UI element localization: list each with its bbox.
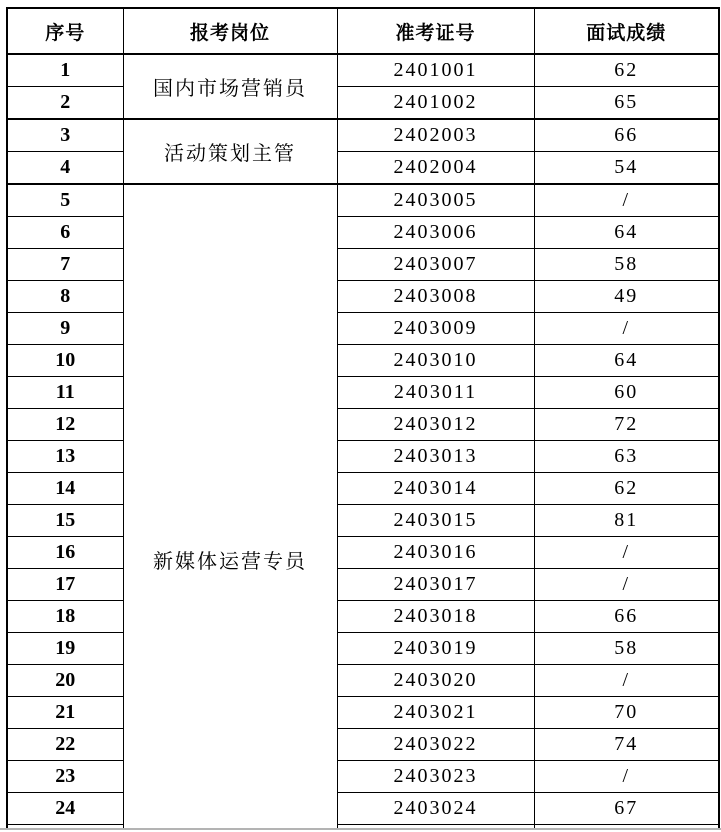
ticket-cell: 2403017 <box>337 569 534 601</box>
table-row <box>7 281 719 313</box>
score-cell: 72 <box>534 409 719 441</box>
index-cell: 11 <box>7 377 123 409</box>
score-cell: / <box>534 537 719 569</box>
score-cell: 62 <box>534 54 719 87</box>
index-cell: 7 <box>7 249 123 281</box>
table-clip-region <box>6 7 720 829</box>
index-cell: 19 <box>7 633 123 665</box>
ticket-cell: 2403023 <box>337 761 534 793</box>
ticket-cell: 2403005 <box>337 184 534 217</box>
score-cell: / <box>534 761 719 793</box>
score-cell: 66 <box>534 601 719 633</box>
index-cell: 15 <box>7 505 123 537</box>
ticket-cell: 2403019 <box>337 633 534 665</box>
table-row <box>7 313 719 345</box>
table-row <box>7 665 719 697</box>
ticket-cell: 2403010 <box>337 345 534 377</box>
ticket-cell: 2403008 <box>337 281 534 313</box>
table-row <box>7 761 719 793</box>
index-cell: 8 <box>7 281 123 313</box>
index-cell: 12 <box>7 409 123 441</box>
table-row <box>7 152 719 185</box>
score-cell: 64 <box>534 217 719 249</box>
score-cell: / <box>534 184 719 217</box>
col-header-ticket: 准考证号 <box>337 8 534 54</box>
table-row <box>7 729 719 761</box>
ticket-cell: 2402003 <box>337 119 534 152</box>
header-row <box>7 8 719 54</box>
ticket-cell: 2401002 <box>337 87 534 120</box>
index-cell: 5 <box>7 184 123 217</box>
score-cell: 63 <box>534 441 719 473</box>
table-row <box>7 601 719 633</box>
score-cell: / <box>534 665 719 697</box>
table-row <box>7 119 719 152</box>
score-cell: 62 <box>534 473 719 505</box>
index-cell: 16 <box>7 537 123 569</box>
ticket-cell: 2403020 <box>337 665 534 697</box>
table-row <box>7 409 719 441</box>
index-cell: 1 <box>7 54 123 87</box>
index-cell: 2 <box>7 87 123 120</box>
index-cell: 6 <box>7 217 123 249</box>
index-cell: 18 <box>7 601 123 633</box>
ticket-cell: 2403007 <box>337 249 534 281</box>
position-cell: 新媒体运营专员 <box>123 184 337 829</box>
ticket-cell: 2403011 <box>337 377 534 409</box>
table-row <box>7 249 719 281</box>
index-cell: 24 <box>7 793 123 825</box>
ticket-cell: 2403016 <box>337 537 534 569</box>
ticket-cell: 2403021 <box>337 697 534 729</box>
index-cell: 20 <box>7 665 123 697</box>
table-row <box>7 345 719 377</box>
ticket-cell: 2403013 <box>337 441 534 473</box>
score-cell: 74 <box>534 729 719 761</box>
page-bottom-edge <box>0 828 721 830</box>
table-row <box>7 54 719 87</box>
table-row <box>7 473 719 505</box>
ticket-cell: 2403014 <box>337 473 534 505</box>
score-cell: 64 <box>534 345 719 377</box>
ticket-cell: 2403024 <box>337 793 534 825</box>
col-header-position: 报考岗位 <box>123 8 337 54</box>
interview-score-table <box>6 7 720 829</box>
index-cell: 17 <box>7 569 123 601</box>
index-cell: 23 <box>7 761 123 793</box>
ticket-cell: 2401001 <box>337 54 534 87</box>
index-cell: 3 <box>7 119 123 152</box>
score-cell: 67 <box>534 793 719 825</box>
index-cell: 21 <box>7 697 123 729</box>
score-cell: 70 <box>534 697 719 729</box>
ticket-cell: 2403018 <box>337 601 534 633</box>
ticket-cell: 2403022 <box>337 729 534 761</box>
table-row <box>7 569 719 601</box>
score-cell: 54 <box>534 152 719 185</box>
ticket-cell: 2403015 <box>337 505 534 537</box>
index-cell: 9 <box>7 313 123 345</box>
index-cell: 10 <box>7 345 123 377</box>
table-row <box>7 87 719 120</box>
table-row <box>7 537 719 569</box>
table-row <box>7 184 719 217</box>
ticket-cell: 2403009 <box>337 313 534 345</box>
score-cell: 65 <box>534 87 719 120</box>
position-cell: 国内市场营销员 <box>123 54 337 119</box>
col-header-score: 面试成绩 <box>534 8 719 54</box>
index-cell: 13 <box>7 441 123 473</box>
index-cell: 14 <box>7 473 123 505</box>
table-row <box>7 441 719 473</box>
score-cell: 58 <box>534 249 719 281</box>
table-row <box>7 217 719 249</box>
table-row <box>7 377 719 409</box>
ticket-cell: 2403012 <box>337 409 534 441</box>
score-cell: 60 <box>534 377 719 409</box>
score-cell: / <box>534 313 719 345</box>
index-cell: 4 <box>7 152 123 185</box>
score-cell: / <box>534 569 719 601</box>
table-row <box>7 697 719 729</box>
table-row <box>7 633 719 665</box>
ticket-cell: 2402004 <box>337 152 534 185</box>
score-cell: 66 <box>534 119 719 152</box>
table-row <box>7 505 719 537</box>
col-header-index: 序号 <box>7 8 123 54</box>
score-cell: 81 <box>534 505 719 537</box>
score-cell: 49 <box>534 281 719 313</box>
table-row <box>7 793 719 825</box>
score-cell: 58 <box>534 633 719 665</box>
index-cell: 22 <box>7 729 123 761</box>
position-cell: 活动策划主管 <box>123 119 337 184</box>
ticket-cell: 2403006 <box>337 217 534 249</box>
